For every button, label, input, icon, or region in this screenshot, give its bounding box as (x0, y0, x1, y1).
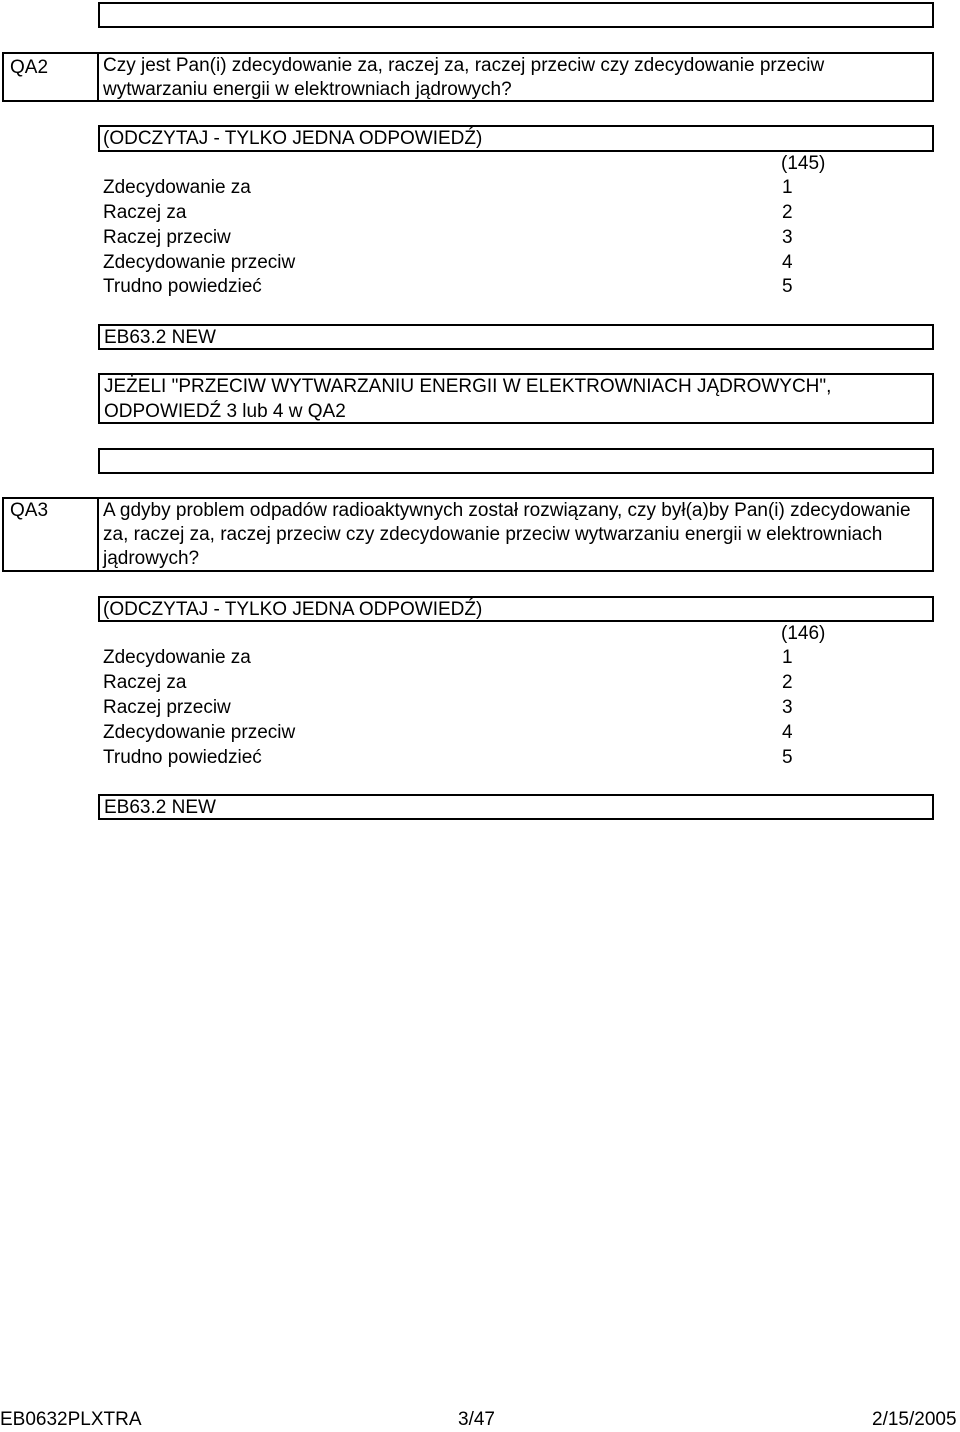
qa2-option-code: 3 (782, 227, 793, 248)
qa3-column-code: (146) (781, 623, 826, 644)
footer-date: 2/15/2005 (872, 1409, 957, 1430)
qa3-option-code: 3 (782, 697, 793, 718)
qa2-option-label: Raczej za (103, 202, 187, 223)
empty-separator-box (98, 448, 934, 474)
empty-header-box (98, 2, 934, 28)
qa3-code-box (2, 497, 99, 572)
footer-page-number: 3/47 (458, 1409, 495, 1430)
qa2-option-code: 5 (782, 276, 793, 297)
filter-box (98, 373, 934, 424)
qa3-option-label: Zdecydowanie przeciw (103, 722, 296, 743)
qa2-option-code: 1 (782, 177, 793, 198)
qa3-option-label: Raczej przeciw (103, 697, 231, 718)
qa3-question-text: A gdyby problem odpadów radioaktywnych został rozwiązany, czy był(a)by Pan(i) zdecydowanie za, raczej za, raczej przeciw czy zdecydowanie przeciw wytwarzaniu energii w elektrowniach jądrowych? (103, 500, 911, 569)
filter-line-1: JEŻELI "PRZECIW WYTWARZANIU ENERGII W ELEKTROWNIACH JĄDROWYCH", (104, 376, 832, 397)
qa2-tag-box (98, 324, 934, 350)
qa3-instruction-box (98, 596, 934, 622)
qa2-option-code: 4 (782, 252, 793, 273)
qa3-option-label: Zdecydowanie za (103, 647, 251, 668)
qa3-option-code: 4 (782, 722, 793, 743)
filter-line-2: ODPOWIEDŹ 3 lub 4 w QA2 (104, 401, 346, 422)
qa3-option-label: Raczej za (103, 672, 187, 693)
qa2-option-label: Zdecydowanie przeciw (103, 252, 296, 273)
qa3-code: QA3 (10, 500, 49, 521)
qa2-instruction-box (98, 125, 934, 152)
footer-doc-id: EB0632PLXTRA (0, 1409, 142, 1430)
qa2-question-box (97, 52, 934, 102)
qa3-option-code: 2 (782, 672, 793, 693)
qa3-tag: EB63.2 NEW (104, 797, 216, 818)
qa3-tag-box (98, 794, 934, 820)
qa2-code: QA2 (10, 57, 49, 78)
qa3-instruction: (ODCZYTAJ - TYLKO JEDNA ODPOWIEDŹ) (103, 599, 483, 620)
qa3-option-code: 5 (782, 747, 793, 768)
qa2-code-box (2, 52, 99, 102)
qa2-column-code: (145) (781, 153, 826, 174)
qa2-option-label: Raczej przeciw (103, 227, 231, 248)
qa2-option-label: Zdecydowanie za (103, 177, 251, 198)
qa3-option-code: 1 (782, 647, 793, 668)
qa2-tag: EB63.2 NEW (104, 327, 216, 348)
qa2-instruction: (ODCZYTAJ - TYLKO JEDNA ODPOWIEDŹ) (103, 128, 483, 149)
qa2-question-text: Czy jest Pan(i) zdecydowanie za, raczej za, raczej przeciw czy zdecydowanie przeciw wytwarzaniu energii w elektrowniach jądrowych? (103, 55, 825, 100)
qa2-option-code: 2 (782, 202, 793, 223)
qa2-option-label: Trudno powiedzieć (103, 276, 262, 297)
qa3-question-box (97, 497, 934, 572)
qa3-option-label: Trudno powiedzieć (103, 747, 262, 768)
